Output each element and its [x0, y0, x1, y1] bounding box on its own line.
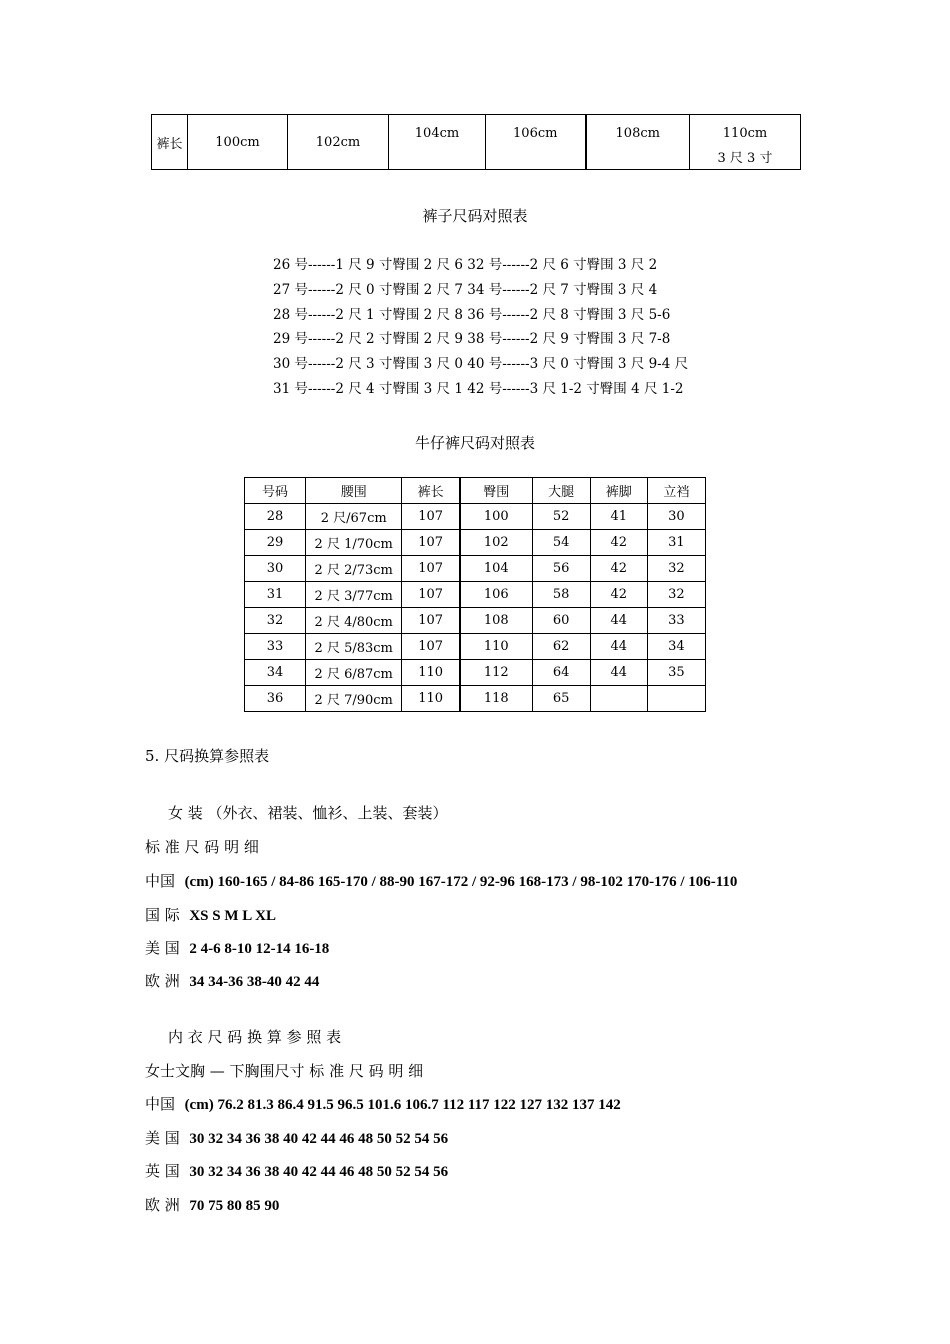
- row-value: (cm) 160-165 / 84-86 165-170 / 88-90 167-172 / 92-96 168-173 / 98-102 170-176 / 106-110: [184, 874, 738, 890]
- table-cell: 36: [245, 686, 306, 712]
- table-cell: 35: [647, 660, 705, 686]
- table-cell: 107: [402, 504, 460, 530]
- table-cell: 2 尺 7/90cm: [306, 686, 402, 712]
- table-cell: 29: [245, 530, 306, 556]
- table-cell: 41: [590, 504, 647, 530]
- table-cell: 28: [245, 504, 306, 530]
- table-cell: 2 尺 5/83cm: [306, 634, 402, 660]
- table-cell: 44: [590, 634, 647, 660]
- row-value: 2 4-6 8-10 12-14 16-18: [189, 941, 330, 957]
- row-label: 中国: [145, 872, 176, 890]
- table-row: [245, 504, 706, 530]
- pants-size-line: 29 号------2 尺 2 寸臀围 2 尺 9 38 号------2 尺 9 寸臀围 3 尺 7-8: [273, 331, 671, 348]
- column-header: 大腿: [532, 478, 590, 504]
- column-header: 号码: [245, 478, 306, 504]
- table-cell: [647, 686, 705, 712]
- table-cell: 60: [532, 608, 590, 634]
- length-cell: 102cm: [288, 115, 389, 170]
- length-cell: 108cm: [586, 115, 690, 170]
- underwear-subheading: 女士文胸 — 下胸围尺寸 标 准 尺 码 明 细: [145, 1062, 424, 1080]
- table-cell: 107: [402, 530, 460, 556]
- table-row: [245, 530, 706, 556]
- table-cell: 112: [460, 660, 532, 686]
- women-row-intl: [145, 904, 276, 925]
- table-cell: 56: [532, 556, 590, 582]
- pants-size-line: 28 号------2 尺 1 寸臀围 2 尺 8 36 号------2 尺 8 寸臀围 3 尺 5-6: [273, 306, 671, 323]
- row-label: 美 国: [145, 939, 180, 957]
- table-cell: 102: [460, 530, 532, 556]
- column-header: 裤脚: [590, 478, 647, 504]
- row-label: 欧 洲: [145, 972, 180, 990]
- row-value: 70 75 80 85 90: [189, 1198, 280, 1214]
- pants-size-line: 31 号------2 尺 4 寸臀围 3 尺 1 42 号------3 尺 1-2 寸臀围 4 尺 1-2: [273, 380, 684, 397]
- table-cell: 108: [460, 608, 532, 634]
- row-value: 34 34-36 38-40 42 44: [189, 974, 320, 990]
- table-cell: 104: [460, 556, 532, 582]
- row-value: XS S M L XL: [189, 908, 277, 924]
- pants-size-title: 裤子尺码对照表: [422, 207, 528, 225]
- row-label: 欧 洲: [145, 1196, 180, 1214]
- column-header: 立裆: [647, 478, 705, 504]
- table-cell: 107: [402, 556, 460, 582]
- women-row-china: [145, 870, 737, 891]
- table-cell: 2 尺 4/80cm: [306, 608, 402, 634]
- table-cell: 100: [460, 504, 532, 530]
- underwear-heading: 内 衣 尺 码 换 算 参 照 表: [168, 1028, 342, 1046]
- column-header: 裤长: [402, 478, 460, 504]
- table-cell: 110: [402, 686, 460, 712]
- jeans-size-table: [244, 477, 706, 712]
- women-row-us: [145, 937, 329, 958]
- table-cell: 30: [647, 504, 705, 530]
- table-cell: 34: [647, 634, 705, 660]
- pants-size-line: 30 号------2 尺 3 寸臀围 3 尺 0 40 号------3 尺 0 寸臀围 3 尺 9-4 尺: [273, 356, 689, 373]
- jeans-size-title: 牛仔裤尺码对照表: [414, 434, 535, 452]
- women-heading: 女 装 （外衣、裙装、恤衫、上装、套装）: [168, 804, 448, 822]
- table-row: [245, 608, 706, 634]
- table-cell: 33: [647, 608, 705, 634]
- table-row: [245, 660, 706, 686]
- pants-size-list: [273, 253, 688, 402]
- table-cell: 33: [245, 634, 306, 660]
- row-value: (cm) 76.2 81.3 86.4 91.5 96.5 101.6 106.7 112 117 122 127 132 137 142: [184, 1097, 621, 1113]
- table-cell: 2 尺 3/77cm: [306, 582, 402, 608]
- table-cell: 107: [402, 582, 460, 608]
- table-cell: 110: [460, 634, 532, 660]
- pants-size-line: 26 号------1 尺 9 寸臀围 2 尺 6 32 号------2 尺 6 寸臀围 3 尺 2: [273, 257, 658, 273]
- length-cell: 106cm: [486, 115, 586, 170]
- table-cell: 42: [590, 556, 647, 582]
- table-cell: [590, 686, 647, 712]
- underwear-row-us: [145, 1127, 448, 1148]
- pants-size-line: 27 号------2 尺 0 寸臀围 2 尺 7 34 号------2 尺 7 寸臀围 3 尺 4: [273, 281, 658, 298]
- table-cell: 34: [245, 660, 306, 686]
- length-cell: [690, 115, 801, 170]
- length-label: 裤长: [152, 115, 188, 170]
- table-cell: 44: [590, 660, 647, 686]
- table-row: [245, 634, 706, 660]
- table-cell: 31: [647, 530, 705, 556]
- table-row: [245, 686, 706, 712]
- row-label: 英 国: [145, 1162, 180, 1180]
- length-cell-line1: 110cm: [722, 126, 768, 141]
- table-cell: 31: [245, 582, 306, 608]
- column-header: 臀围: [460, 478, 532, 504]
- column-header: 腰围: [306, 478, 402, 504]
- table-cell: 2 尺 1/70cm: [306, 530, 402, 556]
- table-cell: 107: [402, 634, 460, 660]
- table-cell: 64: [532, 660, 590, 686]
- table-cell: 42: [590, 582, 647, 608]
- row-value: 30 32 34 36 38 40 42 44 46 48 50 52 54 56: [189, 1131, 449, 1147]
- length-cell: 100cm: [188, 115, 288, 170]
- table-cell: 54: [532, 530, 590, 556]
- women-row-eu: [145, 970, 319, 991]
- table-row: [245, 582, 706, 608]
- women-detail-label: 标 准 尺 码 明 细: [145, 838, 259, 856]
- row-label: 国 际: [145, 906, 180, 924]
- underwear-row-china: [145, 1093, 621, 1114]
- length-cell-line2: 3 尺 3 寸: [717, 151, 773, 166]
- jeans-header-row: [245, 478, 706, 504]
- table-cell: 44: [590, 608, 647, 634]
- table-cell: 58: [532, 582, 590, 608]
- row-value: 30 32 34 36 38 40 42 44 46 48 50 52 54 56: [189, 1164, 449, 1180]
- table-cell: 107: [402, 608, 460, 634]
- table-cell: 2 尺 2/73cm: [306, 556, 402, 582]
- table-cell: 32: [647, 556, 705, 582]
- table-cell: 118: [460, 686, 532, 712]
- row-label: 中国: [145, 1095, 176, 1113]
- pants-length-table: [151, 114, 801, 170]
- table-cell: 30: [245, 556, 306, 582]
- table-row: [245, 556, 706, 582]
- table-cell: 110: [402, 660, 460, 686]
- row-label: 美 国: [145, 1129, 180, 1147]
- underwear-row-eu: [145, 1194, 279, 1215]
- section-5-title: 5. 尺码换算参照表: [145, 747, 270, 765]
- table-cell: 32: [245, 608, 306, 634]
- table-cell: 52: [532, 504, 590, 530]
- underwear-row-uk: [145, 1160, 448, 1181]
- table-cell: 62: [532, 634, 590, 660]
- table-cell: 32: [647, 582, 705, 608]
- table-cell: 2 尺/67cm: [306, 504, 402, 530]
- table-cell: 42: [590, 530, 647, 556]
- table-cell: 106: [460, 582, 532, 608]
- table-cell: 65: [532, 686, 590, 712]
- length-cell: 104cm: [389, 115, 486, 170]
- table-cell: 2 尺 6/87cm: [306, 660, 402, 686]
